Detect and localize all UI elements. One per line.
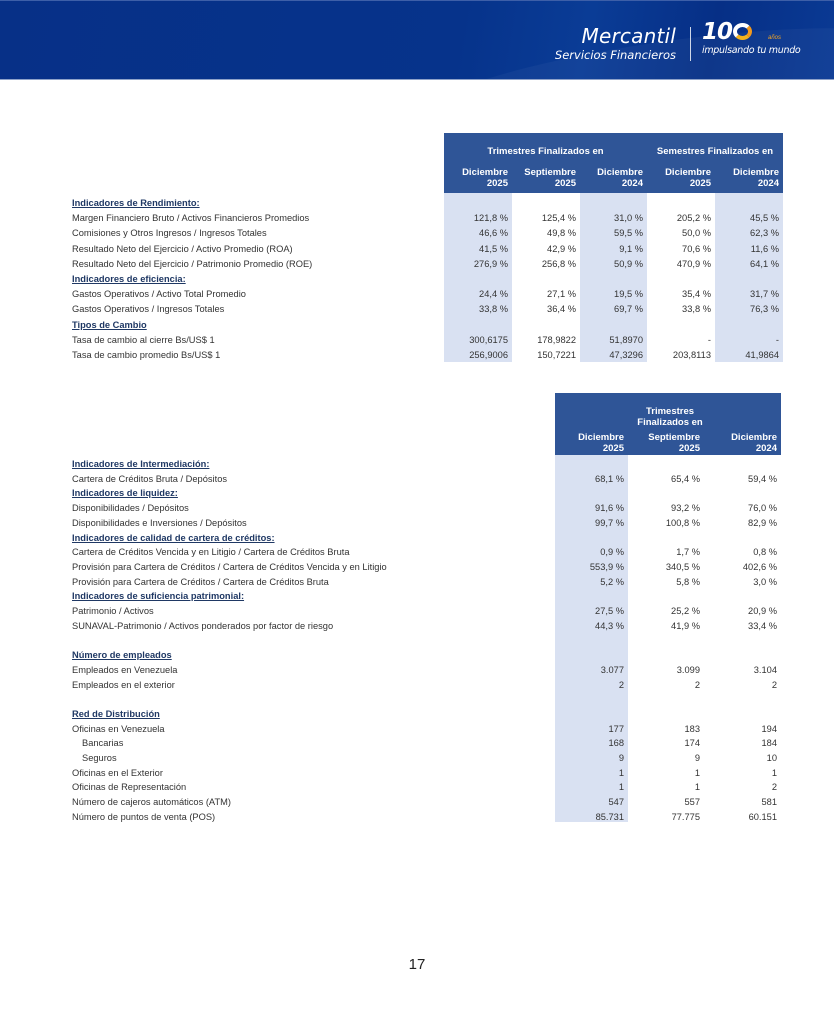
cell-value: 33,4 % [748,620,777,631]
cell-value: 9 [618,753,624,763]
row-label: Número de cajeros automáticos (ATM) [72,797,231,808]
column-header-year: 2025 [678,443,700,454]
cell-value: 27,5 % [595,606,624,616]
cell-value: 44,3 % [595,620,624,631]
cell-value: 5,2 % [600,576,624,587]
cell-value: 36,4 % [547,304,576,315]
cell-value: 20,9 % [748,606,777,616]
cell-value: 2 [771,782,777,793]
cell-value: 1 [618,767,624,778]
cell-value: 184 [761,738,777,749]
cell-value: 85.731 [595,811,624,822]
cell-value: 121,8 % [473,213,508,224]
anniversary-ring-icon [733,23,752,40]
cell-value: 300,6175 [469,334,508,345]
cell-value: 1 [771,767,777,778]
group-header-line2: Finalizados en [637,417,703,428]
section-heading: Tipos de Cambio [72,319,147,330]
section-heading: Red de Distribución [72,708,160,719]
row-label: Gastos Operativos / Ingresos Totales [72,304,225,315]
column-header-month: Septiembre [524,167,576,178]
cell-value: 3.099 [676,664,700,675]
column-header-month: Diciembre [731,432,777,443]
cell-value: 65,4 % [671,473,700,484]
column-header-month: Diciembre [733,167,779,178]
cell-value: 2 [618,679,624,690]
logo-divider [690,27,691,61]
column-header-year: 2024 [755,443,777,454]
cell-value: 276,9 % [473,258,508,269]
column-header-year: 2025 [486,178,508,189]
group-header-semesters: Semestres Finalizados en [656,146,774,157]
column-header-month: Septiembre [648,432,700,443]
cell-value: 19,5 % [614,289,643,300]
cell-value: 178,9822 [537,334,576,345]
section-heading: Indicadores de Rendimiento: [72,198,200,208]
cell-value: 76,0 % [748,503,777,514]
column-header-year: 2025 [689,178,711,189]
cell-value: 41,5 % [479,243,508,254]
cell-value: 42,9 % [547,243,576,254]
row-label: Tasa de cambio promedio Bs/US$ 1 [72,350,221,360]
cell-value: 177 [608,723,624,734]
row-label: Provisión para Cartera de Créditos / Cartera de Créditos Bruta [72,576,329,587]
cell-value: 100,8 % [665,517,700,528]
cell-value: 205,2 % [676,213,711,224]
cell-value: 125,4 % [541,213,576,224]
row-label: Cartera de Créditos Vencida y en Litigio / Cartera de Créditos Bruta [72,547,350,558]
cell-value: 1 [694,782,700,793]
cell-value: 2 [694,679,700,690]
column-header-month: Diciembre [597,167,643,178]
section-heading: Indicadores de suficiencia patrimonial: [72,591,245,602]
cell-value: 3.077 [600,664,624,675]
section-heading: Indicadores de Intermediación: [72,459,210,469]
row-label: Empleados en Venezuela [72,664,178,675]
row-label: Margen Financiero Bruto / Activos Financieros Promedios [72,213,310,224]
cell-value: 194 [761,723,777,734]
cell-value: 91,6 % [595,503,624,514]
column-header [544,432,624,454]
row-label: Empleados en el exterior [72,679,175,690]
cell-value: 256,8 % [541,258,576,269]
row-label: Disponibilidades / Depósitos [72,503,189,514]
cell-value: 33,8 % [479,304,508,315]
group-header-line1: Trimestres [645,406,695,417]
cell-value: 77.775 [671,811,700,822]
row-label: Oficinas en Venezuela [72,723,165,734]
cell-value: 0,8 % [753,547,777,558]
row-label: Resultado Neto del Ejercicio / Activo Promedio (ROA) [72,243,293,254]
cell-value: 69,7 % [614,304,643,315]
cell-value: 46,6 % [479,228,508,239]
header-banner [0,0,834,80]
row-label: Tasa de cambio al cierre Bs/US$ 1 [72,334,215,345]
cell-value: 64,1 % [750,258,779,269]
cell-value: 45,5 % [750,213,779,224]
cell-value: 24,4 % [479,289,508,300]
cell-value: 203,8113 [672,350,711,360]
column-header [697,432,777,454]
brand-subtitle: Servicios Financieros [554,48,676,62]
cell-value: 68,1 % [595,473,624,484]
cell-value: 1 [618,782,624,793]
column-header-year: 2024 [621,178,643,189]
cell-value: 9 [694,753,700,763]
cell-value: 340,5 % [665,561,700,572]
cell-value: 49,8 % [547,228,576,239]
row-label: Bancarias [82,738,124,749]
cell-value: 581 [761,797,777,808]
row-label: Oficinas de Representación [72,782,187,793]
section-heading: Indicadores de calidad de cartera de créditos: [72,532,275,543]
cell-value: 150,7221 [537,350,576,360]
cell-value: 50,9 % [614,258,643,269]
row-label: Patrimonio / Activos [72,606,154,616]
row-label: Cartera de Créditos Bruta / Depósitos [72,473,228,484]
row-label: Disponibilidades e Inversiones / Depósitos [72,517,247,528]
cell-value: 35,4 % [682,289,711,300]
cell-value: 41,9864 [745,350,779,360]
page-number: 17 [408,956,426,973]
cell-value: 76,3 % [750,304,779,315]
column-header-year: 2025 [554,178,576,189]
column-header-year: 2025 [602,443,624,454]
cell-value: 11,6 % [750,243,779,254]
cell-value: 25,2 % [671,606,700,616]
anniversary-digits: 10 [702,19,733,45]
cell-value: 402,6 % [742,561,777,572]
row-label: Oficinas en el Exterior [72,767,163,778]
anniversary-logo [702,20,800,57]
cell-value: 3,0 % [753,576,777,587]
cell-value: 59,4 % [748,473,777,484]
cell-value: 470,9 % [676,258,711,269]
brand-name: Mercantil [581,24,676,48]
section-heading: Número de empleados [72,650,172,661]
cell-value: 2 [771,679,777,690]
cell-value: 62,3 % [750,228,779,239]
cell-value: 51,8970 [609,334,643,345]
cell-value: 50,0 % [682,228,711,239]
column-header [620,432,700,454]
column-header-month: Diciembre [462,167,508,178]
cell-value: 27,1 % [547,289,576,300]
cell-value: 82,9 % [748,517,777,528]
cell-value: 41,9 % [671,620,700,631]
cell-value: 553,9 % [589,561,624,572]
anniversary-suffix: años [768,35,782,41]
cell-value: 557 [684,797,700,808]
row-label: Resultado Neto del Ejercicio / Patrimonio Promedio (ROE) [72,258,313,269]
group-header-quarters: Trimestres Finalizados en [487,146,604,157]
cell-value: 0,9 % [600,547,624,558]
brand-logo [555,25,676,62]
column-header-month: Diciembre [578,432,624,443]
cell-value: 31,0 % [614,213,643,224]
row-label: Gastos Operativos / Activo Total Promedio [72,289,246,300]
cell-value: 59,5 % [614,228,643,239]
cell-value: 31,7 % [750,289,779,300]
cell-value: 183 [684,723,700,734]
cell-value: 5,8 % [676,576,700,587]
row-label: SUNAVAL-Patrimonio / Activos ponderados por factor de riesgo [72,620,334,631]
row-label: Provisión para Cartera de Créditos / Cartera de Créditos Vencida y en Litigio [72,561,387,572]
anniversary-tagline: impulsando tu mundo [702,45,801,56]
cell-value: 10 [766,753,777,763]
cell-value: - [707,334,711,345]
cell-value: 47,3296 [609,350,643,360]
cell-value: - [775,334,779,345]
row-label: Número de puntos de venta (POS) [72,811,216,822]
cell-value: 168 [608,738,624,749]
cell-value: 60.151 [748,811,777,822]
cell-value: 9,1 % [619,243,643,254]
column-header-month: Diciembre [665,167,711,178]
cell-value: 70,6 % [682,243,711,254]
column-header-year: 2024 [757,178,779,189]
cell-value: 174 [684,738,700,749]
column-header [699,167,779,189]
row-label: Comisiones y Otros Ingresos / Ingresos Totales [72,228,267,239]
section-heading: Indicadores de liquidez: [72,488,178,499]
cell-value: 3.104 [753,664,777,675]
cell-value: 99,7 % [595,517,624,528]
row-label: Seguros [82,753,117,763]
cell-value: 256,9006 [469,350,508,360]
cell-value: 33,8 % [682,304,711,315]
cell-value: 1,7 % [676,547,700,558]
anniversary-number [702,20,752,44]
cell-value: 547 [608,797,624,808]
cell-value: 1 [694,767,700,778]
section-heading: Indicadores de eficiencia: [72,274,186,284]
cell-value: 93,2 % [671,503,700,514]
